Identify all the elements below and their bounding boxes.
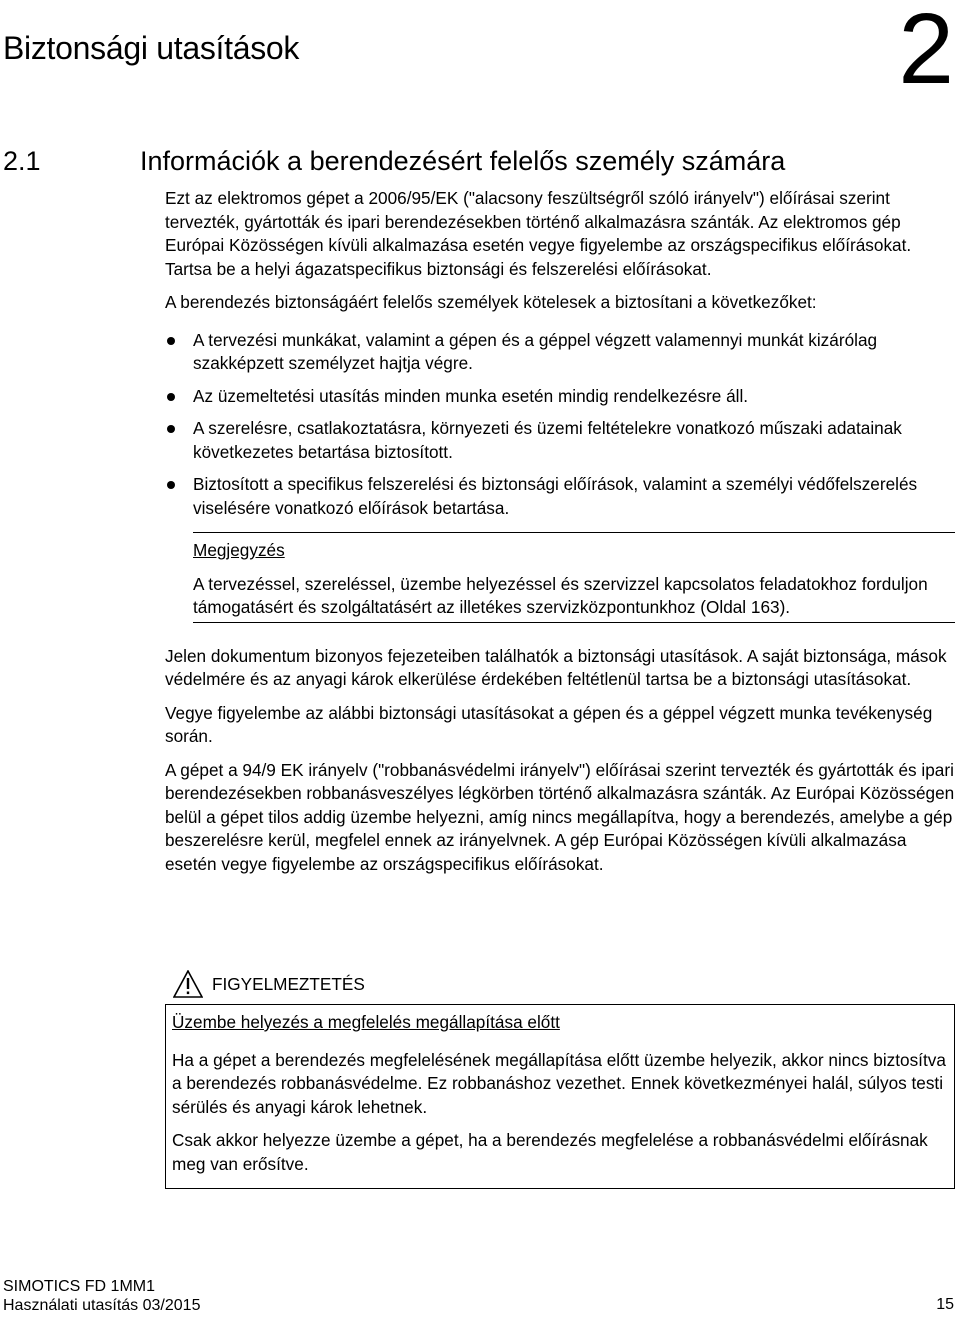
list-item-text: Biztosított a specifikus felszerelési és biztonsági előírások, valamint a személyi védőfelszerelés viselésére vonatkozó előírások betartása.	[193, 474, 918, 518]
list-item-text: A tervezési munkákat, valamint a gépen és a géppel végzett valamennyi munkát kizárólag szakképzett személyzet hajtja végre.	[193, 329, 878, 373]
warning-block	[165, 966, 955, 1189]
page-number: 15	[936, 1296, 954, 1313]
body-paragraph-3: A gépet a 94/9 EK irányelv ("robbanásvédelmi irányelv") előírásai szerint tervezték és gyártották és ipari berendezésekben robbanásveszélyes légkörben történő alkalmazásra szánták. Az Európai Közösségen belül a gépet tilos addig üzembe helyezni, amíg nincs megállapítva, hogy a berendezés, amelybe a gép beszerelésre kerül, megfelel ennek az irányelvnek. A gép Európai Közösségen kívüli alkalmazása esetén vegye figyelembe az országspecifikus előírásokat.	[165, 759, 955, 874]
note-text: A tervezéssel, szereléssel, üzembe helyezéssel és szervizzel kapcsolatos feladatokhoz forduljon támogatásért és szolgáltatásért az illetékes szervizközpontunkhoz (Oldal 163).	[193, 573, 928, 617]
intro-paragraph-1: Ezt az elektromos gépet a 2006/95/EK ("alacsony feszültségről szóló irányelv") előírásai szerint tervezték, gyártották és ipari berendezésekben történő alkalmazásra szánták. Az elektromos gép Európai Közösségen kívüli alkalmazása esetén vegye figyelembe az országspecifikus előírásokat. Tartsa be a helyi ágazatspecifikus biztonsági és felszerelési előírásokat.	[165, 188, 912, 279]
warning-header	[165, 966, 955, 1004]
list-item-text: A szerelésre, csatlakoztatásra, környezeti és üzemi feltételekre vonatkozó műszaki adatainak következetes betartása biztosított.	[193, 418, 902, 462]
chapter-number: 2	[898, 0, 954, 105]
section-title: Információk a berendezésért felelős személy számára	[140, 146, 786, 176]
bullet-icon	[167, 481, 175, 489]
warning-box	[165, 1004, 955, 1189]
footer-product: SIMOTICS FD 1MM1	[3, 1278, 156, 1295]
footer-manual: Használati utasítás 03/2015	[3, 1297, 201, 1314]
note-box	[193, 532, 955, 623]
list-item	[165, 417, 955, 464]
main-content	[165, 187, 955, 886]
chapter-title: Biztonsági utasítások	[3, 30, 300, 66]
warning-paragraph-2: Csak akkor helyezze üzembe a gépet, ha a berendezés megfelelése a robbanásvédelmi előírásnak meg van erősítve.	[172, 1130, 928, 1174]
list-item	[165, 329, 955, 376]
warning-paragraph-1: Ha a gépet a berendezés megfelelésének megállapítása előtt üzembe helyezik, akkor nincs biztosítva a berendezés robbanásvédelme. Ez robbanáshoz vezethet. Ennek következményei halál, súlyos testi sérülés és anyagi károk lehetnek.	[172, 1049, 946, 1117]
section-number: 2.1	[3, 146, 41, 176]
list-item-text: Az üzemeltetési utasítás minden munka esetén mindig rendelkezésre áll.	[193, 385, 749, 406]
bullet-icon	[167, 393, 175, 401]
note-title: Megjegyzés	[193, 540, 285, 560]
warning-label: FIGYELMEZTETÉS	[212, 974, 365, 994]
warning-triangle-icon	[173, 970, 203, 1003]
body-paragraph-1: Jelen dokumentum bizonyos fejezeteiben találhatók a biztonsági utasítások. A saját biztonsága, mások védelmére és az anyagi károk elkerülése érdekében feltétlenül tartsa be a biztonsági utasításokat.	[165, 645, 947, 689]
bullet-icon	[167, 337, 175, 345]
intro-paragraph-2: A berendezés biztonságáért felelős személyek kötelesek a biztosítani a következőket:	[165, 292, 817, 312]
bullet-icon	[167, 425, 175, 433]
warning-subtitle: Üzembe helyezés a megfelelés megállapítása előtt	[172, 1012, 560, 1032]
list-item	[165, 385, 955, 409]
body-paragraph-2: Vegye figyelembe az alábbi biztonsági utasításokat a gépen és a géppel végzett munka tevékenység során.	[165, 702, 933, 746]
requirements-list	[165, 329, 955, 521]
list-item	[165, 473, 955, 520]
